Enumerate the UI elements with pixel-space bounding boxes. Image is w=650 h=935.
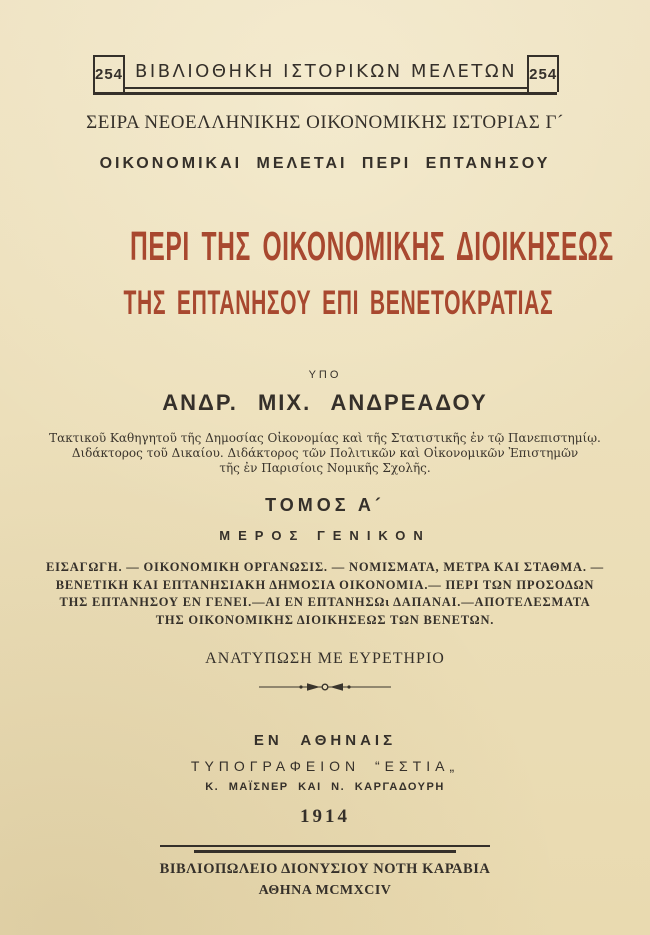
imprint-city: ΕΝ ΑΘΗΝΑΙΣ [253, 732, 397, 749]
series-number-box-left [93, 55, 125, 92]
series-line: ΣΕΙΡΑ ΝΕΟΕΛΛΗΝΙΚΗΣ ΟΙΚΟΝΟΜΙΚΗΣ ΙΣΤΟΡΙΑΣ Γ´ [86, 112, 564, 133]
series-number-box-right [527, 55, 559, 92]
summary-line: ΤΗΣ ΕΠΤΑΝΗΣΟΥ ΕΝ ΓΕΝΕΙ.—ΑΙ ΕΝ ΕΠΤΑΝΗΣΩι ΔΑΠΑΝΑΙ.—ΑΠΟΤΕΛΕΣΜΑΤΑ [59, 595, 591, 609]
series-header-center [125, 55, 527, 92]
author-credentials [49, 431, 601, 476]
main-title [0, 223, 650, 323]
byline-by: ΥΠΟ [308, 369, 342, 381]
subseries-line: ΟΙΚΟΝΟΜΙΚΑΙ ΜΕΛΕΤΑΙ ΠΕΡΙ ΕΠΤΑΝΗΣΟΥ [99, 155, 551, 172]
reprint-note: ΑΝΑΤΥΠΩΣΗ ΜΕ ΕΥΡΕΤΗΡΙΟ [205, 650, 445, 667]
publisher-rule-thick [194, 850, 456, 853]
publisher-city-year: ΑΘΗΝΑ MCMXCIV [258, 883, 392, 898]
publisher-rule-thin [160, 845, 490, 847]
imprint-printer: ΤΥΠΟΓΡΑΦΕΙΟΝ “ΕΣΤΙΑ„ [190, 758, 460, 774]
publisher-name: ΒΙΒΛΙΟΠΩΛΕΙΟ ΔΙΟΝΥΣΙΟΥ ΝΟΤΗ ΚΑΡΑΒΙΑ [159, 861, 491, 877]
author-name: ΑΝΔΡ. ΜΙΧ. ΑΝΔΡΕΑΔΟΥ [162, 390, 488, 415]
series-number-left: 254 [95, 66, 124, 83]
credentials-line: τῆς ἐν Παρισίοις Νομικῆς Σχολῆς. [219, 461, 431, 475]
credentials-line: Τακτικοῦ Καθηγητοῦ τῆς Δημοσίας Οἰκονομίας καὶ τῆς Στατιστικῆς ἐν τῷ Πανεπιστημίῳ. [49, 431, 601, 445]
credentials-line: Διδάκτορος τοῦ Δικαίου. Διδάκτορος τῶν Πολιτικῶν καὶ Οἰκονομικῶν Ἐπιστημῶν [71, 446, 579, 460]
contents-summary [45, 559, 605, 629]
main-title-line2: ΤΗΣ ΕΠΤΑΝΗΣΟΥ ΕΠΙ ΒΕΝΕΤΟΚΡΑΤΙΑΣ [123, 284, 554, 322]
main-title-line1: ΠΕΡΙ ΤΗΣ ΟΙΚΟΝΟΜΙΚΗΣ ΔΙΟΙΚΗΣΕΩΣ [129, 223, 614, 269]
summary-line: ΤΗΣ ΟΙΚΟΝΟΜΙΚΗΣ ΔΙΟΙΚΗΣΕΩΣ ΤΩΝ ΒΕΝΕΤΩΝ. [155, 612, 495, 627]
summary-line: ΕΙΣΑΓΩΓΗ. — ΟΙΚΟΝΟΜΙΚΗ ΟΡΓΑΝΩΣΙΣ. — ΝΟΜΙΣΜΑΤΑ, ΜΕΤΡΑ ΚΑΙ ΣΤΑΘΜΑ. — [46, 560, 604, 574]
imprint-printer-names: Κ. ΜΑΪΣΝΕΡ ΚΑΙ Ν. ΚΑΡΓΑΔΟΥΡΗ [205, 781, 445, 793]
volume-part: ΜΕΡΟΣ ΓΕΝΙΚΟΝ [219, 528, 431, 543]
library-series-title: ΒΙΒΛΙΟΘΗΚΗ ΙΣΤΟΡΙΚΩΝ ΜΕΛΕΤΩΝ [125, 61, 527, 89]
volume-tome: ΤΟΜΟΣ Α´ [265, 495, 385, 515]
imprint-year: 1914 [300, 806, 350, 827]
series-number-right: 254 [529, 66, 558, 83]
publisher-rules [160, 845, 490, 853]
summary-line: ΒΕΝΕΤΙΚΗ ΚΑΙ ΕΠΤΑΝΗΣΙΑΚΗ ΔΗΜΟΣΙΑ ΟΙΚΟΝΟΜΙΑ.— ΠΕΡΙ ΤΩΝ ΠΡΟΣΟΔΩΝ [55, 577, 595, 592]
divider-ornament-icon [259, 681, 391, 693]
series-header-band [93, 55, 557, 95]
